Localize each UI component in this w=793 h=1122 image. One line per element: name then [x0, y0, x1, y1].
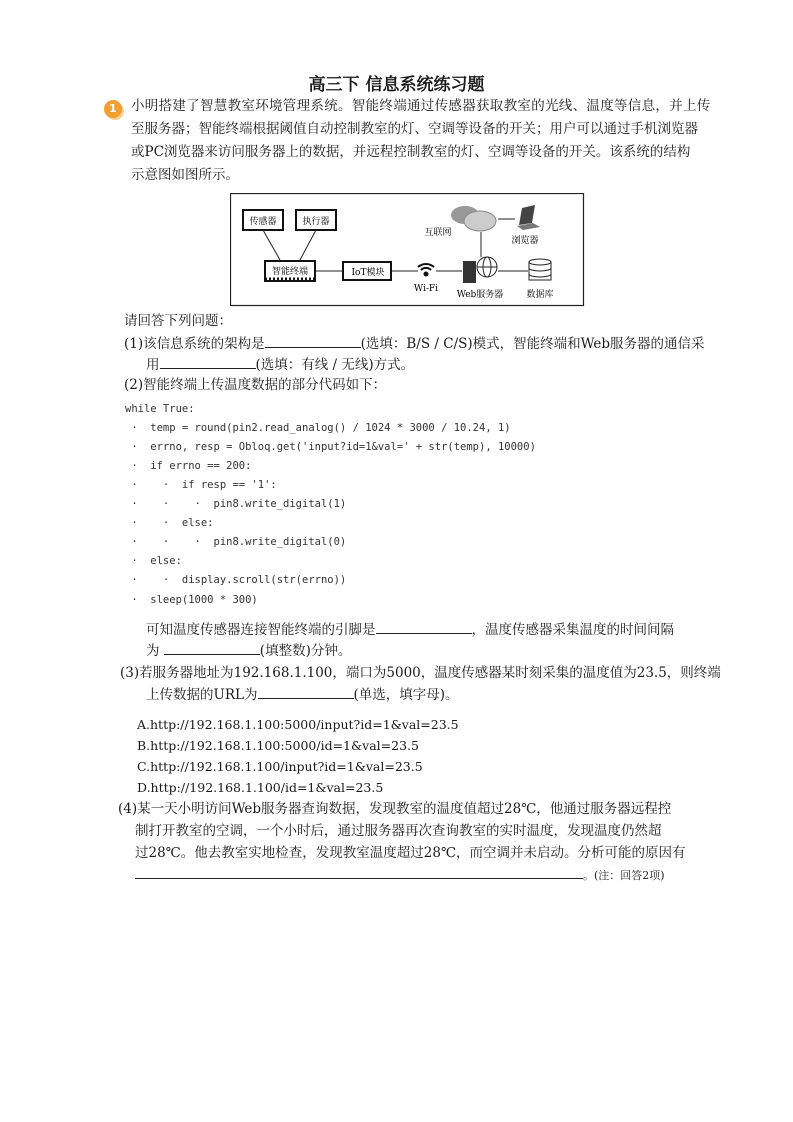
option-b: B.http://192.168.1.100:5000/id=1&val=23.5 [137, 738, 419, 753]
q4-answer-line [135, 865, 665, 885]
q3-text: (单选，填字母)。 [353, 687, 459, 703]
intro-line: 小明搭建了智慧教室环境管理系统。智能终端通过传感器获取教室的光线、温度等信息，并上传 [131, 98, 711, 114]
page-title: 高三下 信息系统练习题 [308, 75, 485, 95]
code-line: · · else: [125, 517, 214, 529]
q3-line [146, 685, 459, 704]
actuator-label: 执行器 [302, 217, 330, 227]
option-d: D.http://192.168.1.100/id=1&val=23.5 [137, 780, 384, 795]
internet-label: 互联网 [424, 228, 452, 238]
actuator-box [296, 210, 336, 230]
code-line: · sleep(1000 * 300) [125, 594, 258, 606]
answer-blank[interactable] [265, 334, 361, 348]
code-line: · else: [125, 555, 182, 567]
answer-blank[interactable] [160, 355, 256, 369]
sensor-box [243, 210, 283, 230]
q2-text: 为 [146, 643, 160, 659]
q4-note: 。(注：回答2项) [583, 869, 665, 882]
q2-text: ，温度传感器采集温度的时间间隔 [471, 622, 674, 638]
terminal-box [265, 261, 315, 281]
q2-line [146, 620, 674, 639]
terminal-label: 智能终端 [271, 267, 309, 277]
answer-blank[interactable] [164, 641, 260, 655]
q3-text: 上传数据的URL为 [146, 687, 258, 703]
answer-blank[interactable] [258, 685, 354, 699]
intro-line: 或PC浏览器来访问服务器上的数据，并远程控制教室的灯、空调等设备的开关。该系统的结构 [131, 144, 691, 160]
question-number-badge: 1 [104, 100, 122, 118]
q1-text: (选填：有线 / 无线)方式。 [255, 357, 415, 373]
q2-intro: (2)智能终端上传温度数据的部分代码如下： [124, 377, 387, 393]
wifi-label: Wi-Fi [413, 284, 439, 294]
server-label: Web服务器 [456, 290, 504, 300]
q2-line [146, 641, 351, 660]
intro-line: 至服务器；智能终端根据阈值自动控制教室的灯、空调等设备的开关；用户可以通过手机浏览器 [131, 121, 698, 137]
code-line: · · display.scroll(str(errno)) [125, 574, 347, 586]
q1-line [146, 355, 414, 374]
browser-label: 浏览器 [511, 236, 539, 246]
q2-text: (填整数)分钟。 [259, 643, 352, 659]
code-line: · errno, resp = Obloq.get('input?id=1&val=' + str(temp), 10000) [125, 441, 536, 453]
code-line: while True: [125, 403, 195, 415]
database-label: 数据库 [526, 290, 554, 300]
q4-line: 制打开教室的空调，一个小时后，通过服务器再次查询教室的实时温度，发现温度仍然超 [135, 823, 662, 839]
iot-module-box [343, 262, 391, 280]
iot-label: IoT模块 [351, 268, 385, 278]
q2-text: 可知温度传感器连接智能终端的引脚是 [146, 622, 376, 638]
system-structure-diagram [230, 193, 585, 307]
sensor-label: 传感器 [249, 217, 277, 227]
answer-blank[interactable] [135, 865, 583, 879]
code-line: · · · pin8.write_digital(1) [125, 498, 347, 510]
code-line: · · · pin8.write_digital(0) [125, 536, 347, 548]
q1-line [124, 334, 705, 353]
code-line: · if errno == 200: [125, 460, 252, 472]
code-line: · · if resp == '1': [125, 479, 277, 491]
q4-line: (4)某一天小明访问Web服务器查询数据，发现教室的温度值超过28℃，他通过服务器远程控 [118, 801, 672, 817]
prompt-text: 请回答下列问题： [124, 313, 232, 329]
q1-text: (1)该信息系统的架构是 [124, 336, 265, 352]
answer-blank[interactable] [376, 620, 472, 634]
option-c: C.http://192.168.1.100/input?id=1&val=23.5 [137, 759, 423, 774]
option-a: A.http://192.168.1.100:5000/input?id=1&val=23.5 [137, 717, 459, 732]
intro-line: 示意图如图所示。 [131, 167, 239, 183]
q4-line: 过28℃。他去教室实地检查，发现教室温度超过28℃，而空调并未启动。分析可能的原因有 [135, 845, 686, 861]
q3-line: (3)若服务器地址为192.168.1.100，端口为5000，温度传感器某时刻采集的温度值为23.5，则终端 [120, 665, 721, 681]
code-line: · temp = round(pin2.read_analog() / 1024 * 3000 / 10.24, 1) [125, 422, 511, 434]
q1-text: 用 [146, 357, 160, 373]
q1-text: (选填：B/S / C/S)模式，智能终端和Web服务器的通信采 [360, 336, 705, 352]
database-icon [529, 259, 551, 280]
